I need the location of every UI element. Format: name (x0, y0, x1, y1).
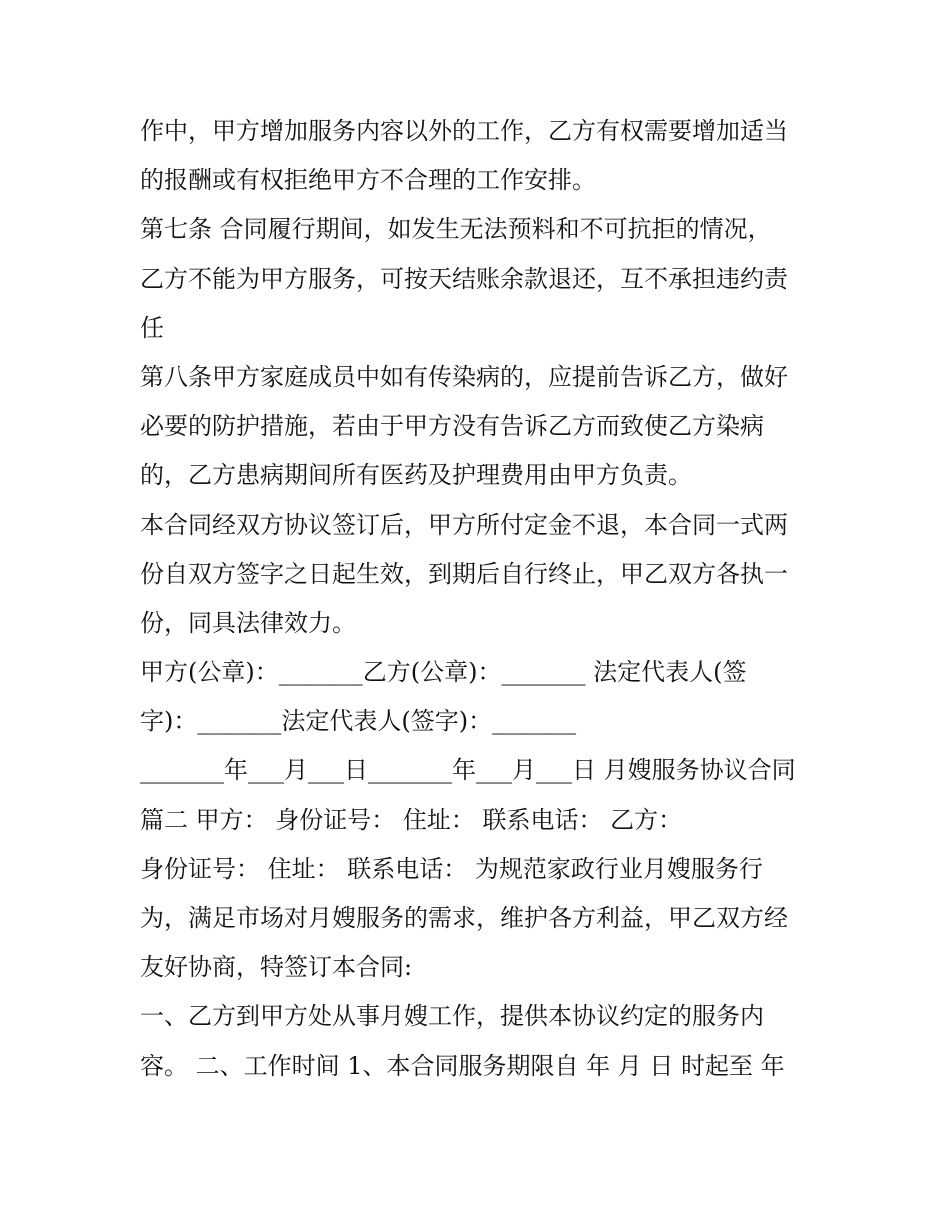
article-8-heading-line: 第八条甲方家庭成员中如有传染病的，应提前告诉乙方，做好 (140, 362, 788, 391)
text-line: 的报酬或有权拒绝甲方不合理的工作安排。 (140, 166, 596, 195)
text-line: 乙方不能为甲方服务，可按天结账余款退还，互不承担违约责 (140, 264, 788, 293)
text-line: 的，乙方患病期间所有医药及护理费用由甲方负责。 (140, 461, 692, 490)
text-line: 必要的防护措施，若由于甲方没有告诉乙方而致使乙方染病 (140, 412, 764, 441)
text-line: 份自双方签字之日起生效，到期后自行终止，甲乙双方各执一 (140, 559, 788, 588)
text-line: 为，满足市场对月嫂服务的需求，维护各方利益，甲乙双方经 (140, 904, 788, 932)
text-line: 作中，甲方增加服务内容以外的工作，乙方有权需要增加适当 (140, 117, 788, 145)
text-line: 容。 二、工作时间 1、本合同服务期限自 年 月 日 时起至 年 (140, 1051, 785, 1080)
text-line: 身份证号： 住址： 联系电话： 为规范家政行业月嫂服务行 (140, 854, 763, 883)
text-line: 本合同经双方协议签订后，甲方所付定金不退，本合同一式两 (140, 510, 788, 539)
contract-text (140, 107, 820, 1091)
text-line: 一、乙方到甲方处从事月嫂工作，提供本协议约定的服务内 (140, 1002, 764, 1031)
part-2-heading-line: 篇二 甲方： 身份证号： 住址： 联系电话： 乙方： (140, 805, 683, 834)
date-line: _______年___月___日_______年___月___日 月嫂服务协议合同 (140, 756, 796, 785)
article-7-heading-line: 第七条 合同履行期间，如发生无法预料和不可抗拒的情况， (140, 215, 772, 244)
signature-line: 甲方(公章)：_______乙方(公章)：_______ 法定代表人(签 (140, 658, 747, 687)
text-line: 任 (140, 313, 164, 342)
signature-line: 字)：_______法定代表人(签字)：_______ (140, 707, 577, 736)
text-line: 友好协商，特签订本合同: (140, 953, 413, 982)
text-line: 份，同具法律效力。 (140, 608, 356, 637)
